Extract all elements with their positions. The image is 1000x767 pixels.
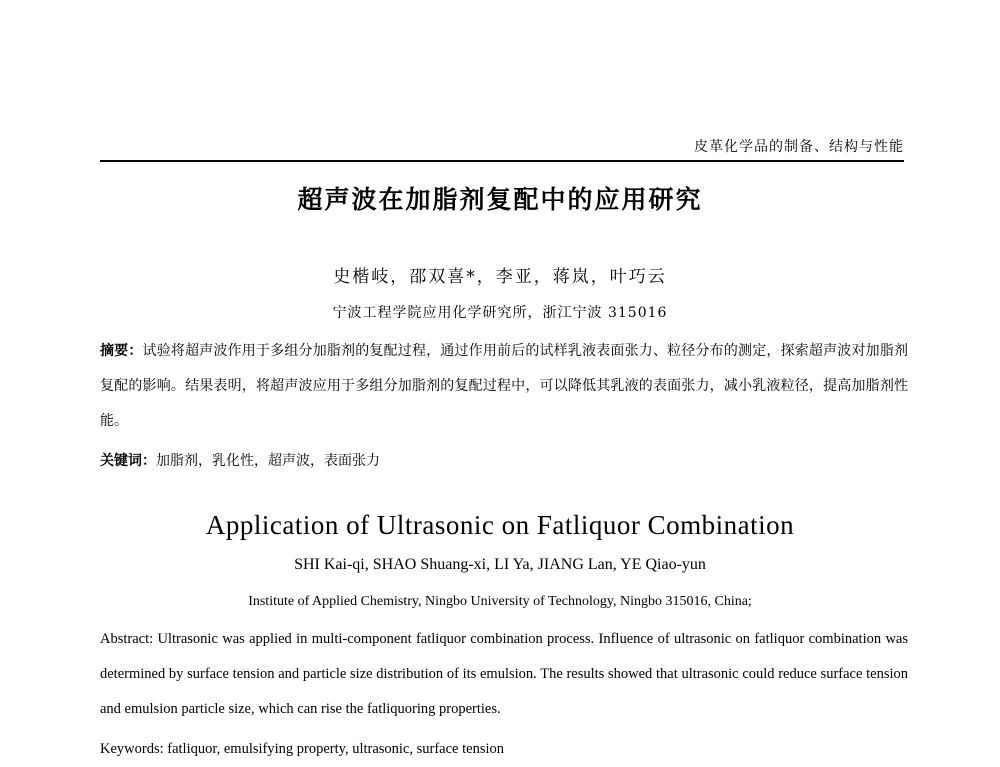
running-header xyxy=(100,137,904,162)
english-abstract-text: Ultrasonic was applied in multi-component fatliquor combination process. Influence of ultrasonic on fatliquor combination was determined by surface tension and particle size distribution of its emulsion. The results showed that ultrasonic could reduce surface tension and emulsion particle size, which can rise the fatliquoring properties. xyxy=(100,631,908,717)
chinese-authors: 史楷岐，邵双喜*，李亚，蒋岚，叶巧云 xyxy=(333,267,667,287)
chinese-keywords xyxy=(100,444,908,479)
chinese-abstract-label: 摘要： xyxy=(100,343,143,359)
chinese-keywords-label: 关键词： xyxy=(100,453,156,469)
english-abstract-label: Abstract: xyxy=(100,631,154,647)
english-title: Application of Ultrasonic on Fatliquor Combination xyxy=(205,510,795,540)
english-affiliation: Institute of Applied Chemistry, Ningbo University of Technology, Ningbo 315016, China; xyxy=(248,594,752,609)
chinese-abstract xyxy=(100,334,908,439)
english-abstract xyxy=(100,622,908,727)
english-authors: SHI Kai-qi, SHAO Shuang-xi, LI Ya, JIANG Lan, YE Qiao-yun xyxy=(294,556,706,573)
header-divider xyxy=(100,160,904,162)
chinese-affiliation: 宁波工程学院应用化学研究所，浙江宁波 315016 xyxy=(332,305,668,321)
chinese-keywords-text: 加脂剂，乳化性，超声波，表面张力 xyxy=(156,453,380,469)
english-keywords xyxy=(100,732,908,767)
english-keywords-text: fatliquor, emulsifying property, ultrasonic, surface tension xyxy=(167,741,504,757)
chinese-title: 超声波在加脂剂复配中的应用研究 xyxy=(297,185,703,214)
section-label: 皮革化学品的制备、结构与性能 xyxy=(694,139,904,155)
chinese-abstract-text: 试验将超声波作用于多组分加脂剂的复配过程，通过作用前后的试样乳液表面张力、粒径分布的测定，探索超声波对加脂剂复配的影响。结果表明，将超声波应用于多组分加脂剂的复配过程中，可以降低其乳液的表面张力，减小乳液粒径，提高加脂剂性能。 xyxy=(100,343,909,429)
english-keywords-label: Keywords: xyxy=(100,741,164,757)
